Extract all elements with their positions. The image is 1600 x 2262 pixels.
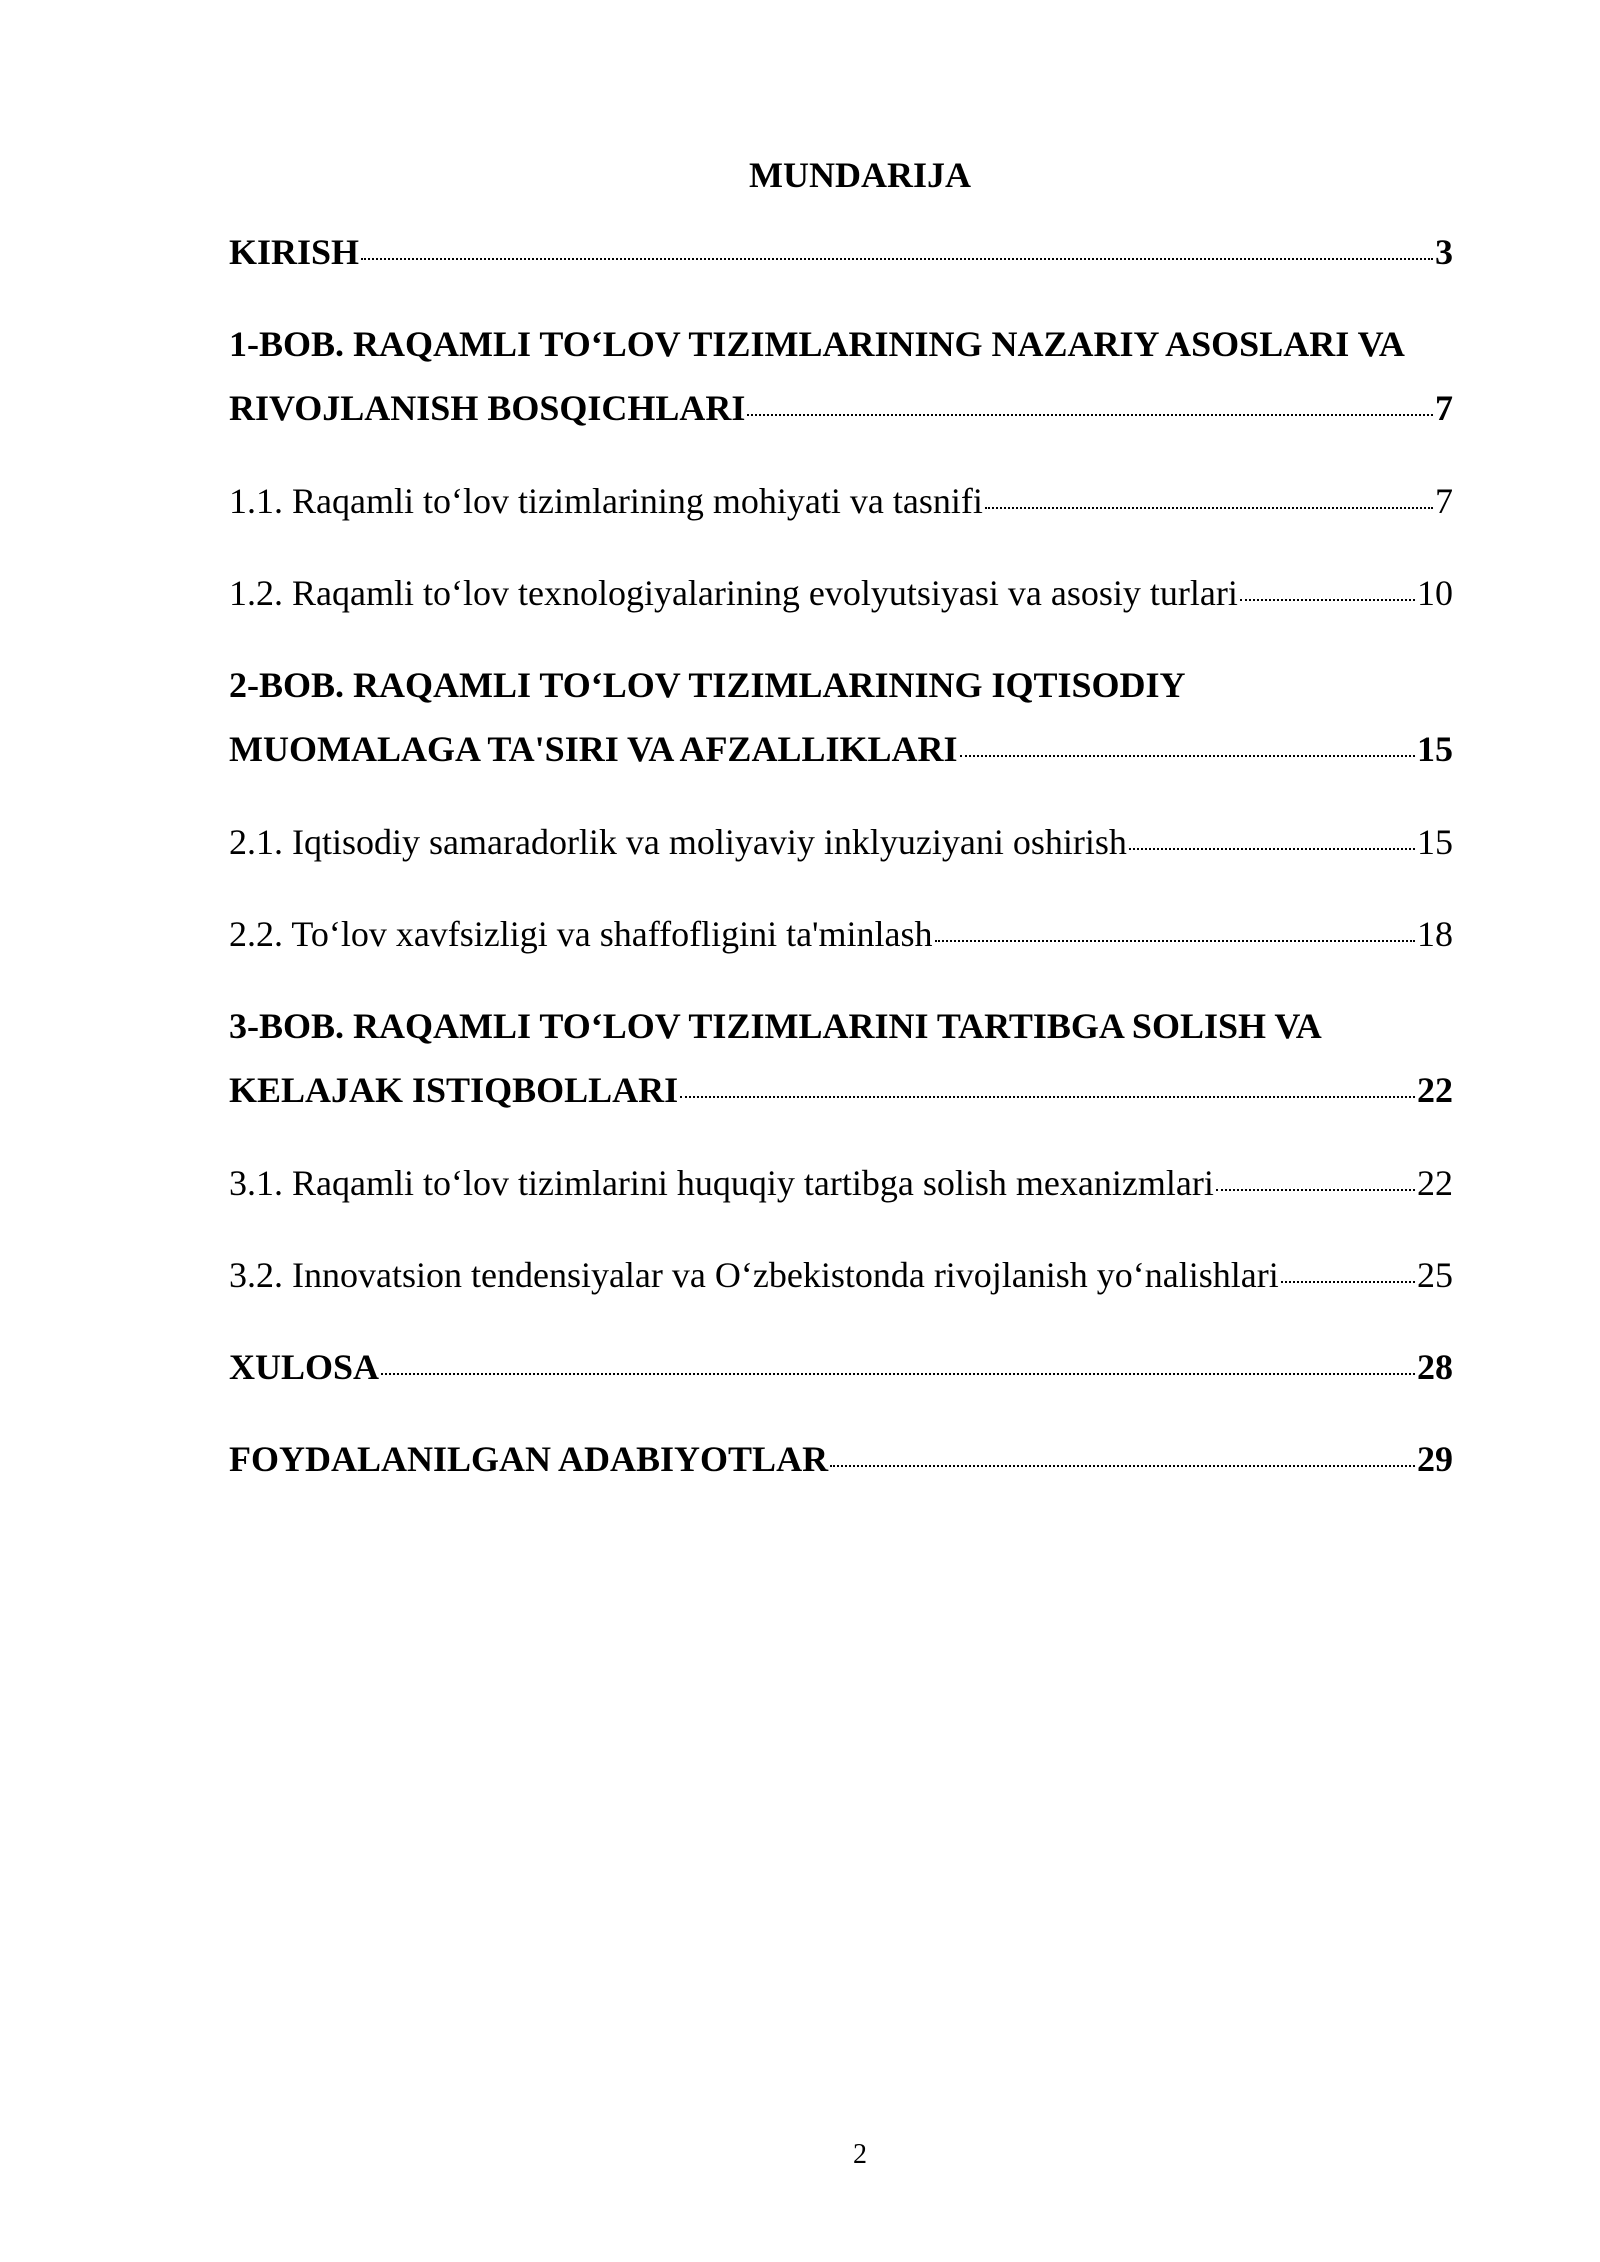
toc-entry-title: RIVOJLANISH BOSQICHLARI bbox=[229, 388, 746, 428]
toc-entry-title: 1.2. Raqamli to‘lov texnologiyalarining evolyutsiyasi va asosiy turlari bbox=[229, 573, 1238, 613]
page-number: 2 bbox=[853, 2139, 867, 2170]
toc-entry-section-3-1[interactable] bbox=[229, 1151, 1453, 1215]
toc-entry-title: 2.2. To‘lov xavfsizligi va shaffofligini ta'minlash bbox=[229, 914, 933, 954]
toc-entry-section-2-2[interactable] bbox=[229, 902, 1453, 966]
dot-leader bbox=[1281, 1281, 1415, 1283]
toc-entry-title: 3.1. Raqamli to‘lov tizimlarini huquqiy tartibga solish mexanizmlari bbox=[229, 1163, 1214, 1203]
toc-entry-page: 29 bbox=[1417, 1439, 1453, 1479]
toc-entry-section-2-1[interactable] bbox=[229, 810, 1453, 874]
toc-entry-page: 10 bbox=[1417, 573, 1453, 613]
toc-entry-page: 15 bbox=[1417, 822, 1453, 862]
dot-leader bbox=[830, 1465, 1415, 1467]
toc-entry-xulosa[interactable] bbox=[229, 1335, 1453, 1399]
dot-leader bbox=[1240, 599, 1415, 601]
dot-leader bbox=[1216, 1189, 1415, 1191]
toc-entry-title: MUOMALAGA TA'SIRI VA AFZALLIKLARI bbox=[229, 729, 958, 769]
toc-entry-page: 15 bbox=[1417, 729, 1453, 769]
toc-entry-title: 3.2. Innovatsion tendensiyalar va O‘zbekistonda rivojlanish yo‘nalishlari bbox=[229, 1255, 1279, 1295]
dot-leader bbox=[960, 755, 1416, 757]
toc-entry-page: 7 bbox=[1435, 388, 1453, 428]
toc-entry-chapter-1[interactable] bbox=[229, 312, 1453, 440]
dot-leader bbox=[680, 1096, 1415, 1098]
toc-entry-title: KIRISH bbox=[229, 232, 360, 272]
toc-entry-adabiyotlar[interactable] bbox=[229, 1427, 1453, 1491]
toc-entry-title: FOYDALANILGAN ADABIYOTLAR bbox=[229, 1439, 829, 1479]
dot-leader bbox=[747, 414, 1433, 416]
toc-entry-section-1-2[interactable] bbox=[229, 561, 1453, 625]
toc-entry-section-1-1[interactable] bbox=[229, 469, 1453, 533]
toc-entry-page: 18 bbox=[1417, 914, 1453, 954]
toc-entry-title-line1: 3-BOB. RAQAMLI TO‘LOV TIZIMLARINI TARTIBGA SOLISH VA bbox=[229, 1006, 1322, 1046]
dot-leader bbox=[381, 1373, 1415, 1375]
toc-entry-chapter-3[interactable] bbox=[229, 994, 1453, 1122]
toc-entry-page: 22 bbox=[1417, 1163, 1453, 1203]
dot-leader bbox=[361, 258, 1433, 260]
toc-entry-title: KELAJAK ISTIQBOLLARI bbox=[229, 1070, 679, 1110]
toc-title: MUNDARIJA bbox=[749, 155, 971, 195]
toc-entry-section-3-2[interactable] bbox=[229, 1243, 1453, 1307]
toc-entry-title-line1: 1-BOB. RAQAMLI TO‘LOV TIZIMLARINING NAZARIY ASOSLARI VA bbox=[229, 324, 1405, 364]
toc-entry-page: 3 bbox=[1435, 232, 1453, 272]
toc-entry-page: 22 bbox=[1417, 1070, 1453, 1110]
toc-entry-title-line1: 2-BOB. RAQAMLI TO‘LOV TIZIMLARINING IQTISODIY bbox=[229, 665, 1186, 705]
toc-entry-page: 7 bbox=[1435, 481, 1453, 521]
toc-entry-title: 1.1. Raqamli to‘lov tizimlarining mohiyati va tasnifi bbox=[229, 481, 983, 521]
toc-entry-page: 28 bbox=[1417, 1347, 1453, 1387]
toc-entry-chapter-2[interactable] bbox=[229, 653, 1453, 781]
toc-entry-title: XULOSA bbox=[229, 1347, 380, 1387]
toc-entry-kirish[interactable] bbox=[229, 220, 1453, 284]
toc-entry-page: 25 bbox=[1417, 1255, 1453, 1295]
dot-leader bbox=[935, 940, 1415, 942]
dot-leader bbox=[985, 507, 1433, 509]
toc-entry-title: 2.1. Iqtisodiy samaradorlik va moliyaviy inklyuziyani oshirish bbox=[229, 822, 1127, 862]
dot-leader bbox=[1129, 848, 1415, 850]
